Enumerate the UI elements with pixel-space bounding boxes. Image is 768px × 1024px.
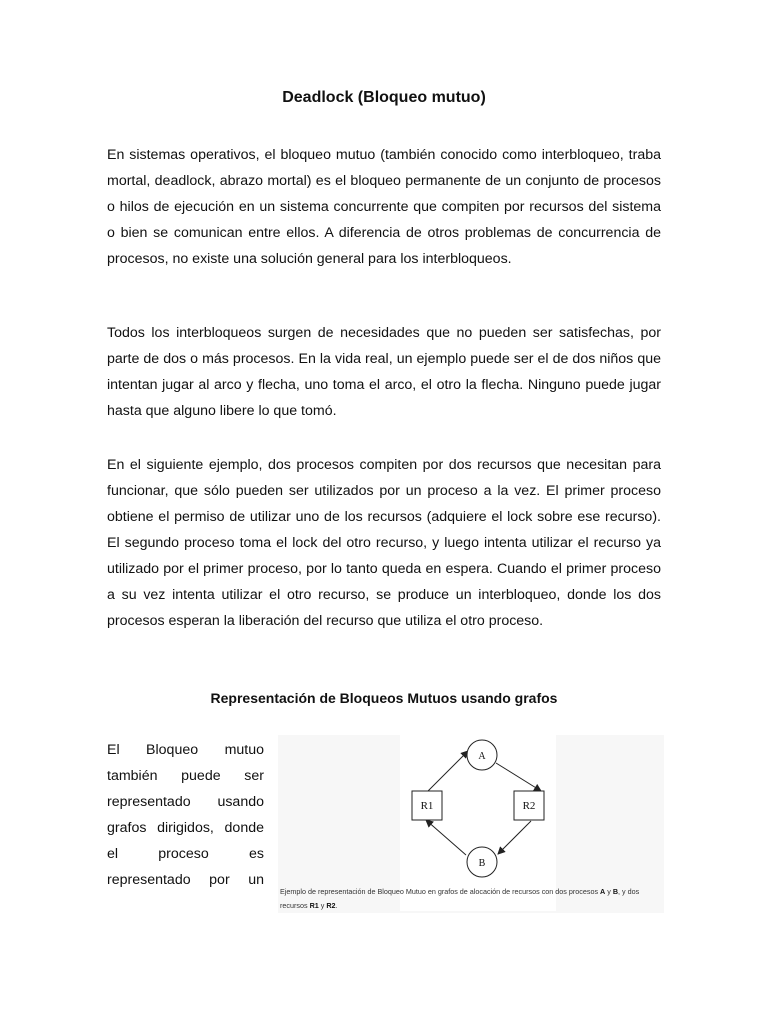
caption-resource-r1: R1 xyxy=(309,901,319,910)
paragraph-example-life: Todos los interbloqueos surgen de necesidades que no pueden ser satisfechas, por parte de dos o más procesos. En la vida real, un ejemplo puede ser el de dos niños que intentan jugar al arco y flecha, uno toma el arco, el otro la flecha. Ninguno puede jugar hasta que alguno libere lo que tomó. xyxy=(107,325,661,419)
edge-b-to-r1 xyxy=(426,820,466,855)
document-title: Deadlock (Bloqueo mutuo) xyxy=(282,89,486,106)
caption-process-a: A xyxy=(600,887,606,896)
edge-r1-to-a xyxy=(428,751,468,791)
figure-caption xyxy=(280,885,664,913)
text-line: El Bloqueo mutuo xyxy=(107,742,264,758)
node-process-b-label: B xyxy=(478,858,486,869)
caption-process-b: B xyxy=(612,887,619,896)
paragraph-example-processes: En el siguiente ejemplo, dos procesos compiten por dos recursos que necesitan para funcionar, que sólo pueden ser utilizados por un proceso a la vez. El primer proceso obtiene el permiso de utilizar uno de los recursos (adquiere el lock sobre ese recurso). El segundo proceso toma el lock del otro recurso, y luego intenta utilizar el recurso ya utilizado por el primer proceso, por lo tanto queda en espera. Cuando el primer proceso a su vez intenta utilizar el otro recurso, se produce un interbloqueo, donde los dos procesos esperan la liberación del recurso que utiliza el otro proceso. xyxy=(107,457,661,629)
section-heading: Representación de Bloqueos Mutuos usando grafos xyxy=(210,690,558,706)
node-resource-r1-label: R1 xyxy=(420,800,434,812)
text-line: grafos dirigidos, donde xyxy=(107,820,264,836)
text-line: el proceso es xyxy=(107,846,264,862)
node-process-a-label: A xyxy=(478,751,486,762)
text-line: también puede ser xyxy=(107,768,264,784)
edge-r2-to-b xyxy=(498,821,531,854)
deadlock-graph xyxy=(278,735,664,885)
caption-text: . xyxy=(335,901,338,910)
caption-resource-r2: R2 xyxy=(326,901,336,910)
text-line: representado por un xyxy=(107,872,264,888)
graph-description-text xyxy=(107,737,264,893)
caption-text: y xyxy=(318,901,327,910)
caption-text: y xyxy=(605,887,613,896)
edge-a-to-r2 xyxy=(496,763,541,791)
node-resource-r2-label: R2 xyxy=(522,800,536,812)
text-line: representado usando xyxy=(107,794,264,810)
caption-text: Ejemplo de representación de Bloqueo Mutuo en grafos de alocación de recursos con dos procesos xyxy=(280,887,601,896)
caption-text: , y dos recursos xyxy=(280,887,640,910)
paragraph-definition: En sistemas operativos, el bloqueo mutuo (también conocido como interbloqueo, traba mortal, deadlock, abrazo mortal) es el bloqueo permanente de un conjunto de procesos o hilos de ejecución en un sistema concurrente que compiten por recursos del sistema o bien se comunican entre ellos. A diferencia de otros problemas de concurrencia de procesos, no existe una solución general para los interbloqueos. xyxy=(107,147,661,267)
